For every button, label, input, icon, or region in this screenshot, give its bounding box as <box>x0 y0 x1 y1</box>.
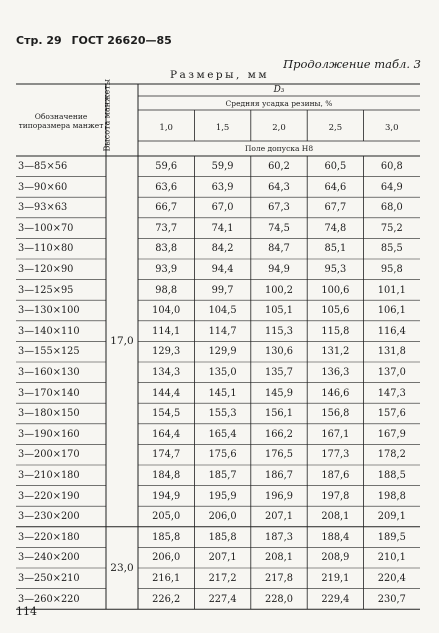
table-cell: 84,2 <box>211 243 234 255</box>
shrink-value: 2,5 <box>328 123 343 133</box>
table-cell: 166,2 <box>264 428 294 440</box>
table-cell: 130,6 <box>264 346 294 358</box>
table-cell: 196,9 <box>264 490 294 502</box>
table-cell: 73,7 <box>155 222 178 234</box>
table-cell: 144,4 <box>152 387 181 399</box>
table-cell: 230,7 <box>377 593 406 605</box>
table-cell: 74,5 <box>268 222 290 234</box>
table-cell: 187,3 <box>264 531 294 543</box>
table-cell: 194,9 <box>152 490 181 502</box>
table-cell: 60,5 <box>324 161 347 172</box>
tolerance-header: Поле допуска H8 <box>244 144 314 153</box>
table-cell: 63,6 <box>155 181 178 193</box>
table-cell: 184,8 <box>152 470 181 481</box>
page-ref: Стр. 29 <box>16 34 62 47</box>
table-cell: 83,8 <box>155 243 178 255</box>
table-cell: 75,2 <box>380 222 403 234</box>
table-cell: 217,2 <box>208 573 237 584</box>
table-cell: 208,1 <box>321 511 350 523</box>
table-cell: 115,3 <box>264 325 294 337</box>
height-value: 23,0 <box>110 562 134 574</box>
table-cell: 219,1 <box>321 573 350 584</box>
table-cell: 67,7 <box>324 202 347 214</box>
row-designation: 3—160×130 <box>18 367 80 378</box>
table-title: Размеры, мм <box>169 69 270 81</box>
table-cell: 136,3 <box>321 367 350 378</box>
table-cell: 74,8 <box>324 222 347 234</box>
row-designation: 3—240×200 <box>18 552 80 564</box>
table-cell: 208,1 <box>264 552 294 564</box>
row-designation: 3—90×60 <box>18 181 68 193</box>
row-designation: 3—210×180 <box>18 470 80 481</box>
table-cell: 60,2 <box>268 161 290 172</box>
table-cell: 175,6 <box>208 449 237 461</box>
designation-header: Обозначение типоразмера манжет <box>18 112 104 130</box>
table-cell: 84,7 <box>268 243 290 255</box>
table-cell: 156,8 <box>321 408 350 420</box>
row-designation: 3—120×90 <box>18 264 74 275</box>
table-cell: 207,1 <box>264 511 294 523</box>
table-cell: 104,5 <box>208 305 237 317</box>
table-cell: 105,1 <box>264 305 294 317</box>
table-cell: 114,1 <box>152 325 181 337</box>
row-designation: 3—220×190 <box>18 490 80 502</box>
d3-header: D₃ <box>273 85 285 95</box>
table-cell: 226,2 <box>152 593 181 605</box>
height-header: Высота манжеты <box>102 79 112 152</box>
table-cell: 104,0 <box>152 305 181 317</box>
table-cell: 156,1 <box>264 408 294 420</box>
table-cell: 187,6 <box>321 470 350 481</box>
table-cell: 94,4 <box>211 264 234 275</box>
table-cell: 131,8 <box>377 346 406 358</box>
shrink-value: 3,0 <box>385 123 399 133</box>
table-cell: 85,5 <box>380 243 403 255</box>
shrink-value: 1,0 <box>159 123 173 133</box>
table-cell: 59,9 <box>211 161 234 172</box>
table-cell: 129,9 <box>208 346 237 358</box>
table-cell: 185,8 <box>208 531 237 543</box>
table-cell: 206,0 <box>152 552 181 564</box>
table-cell: 64,9 <box>380 181 403 193</box>
table-cell: 67,0 <box>211 202 234 214</box>
row-designation: 3—93×63 <box>18 202 68 214</box>
continuation-note: Продолжение табл. 3 <box>283 57 421 71</box>
row-designation: 3—125×95 <box>18 284 74 296</box>
table-cell: 206,0 <box>208 511 237 523</box>
row-designation: 3—200×170 <box>18 449 80 461</box>
table-cell: 105,6 <box>321 305 350 317</box>
table-cell: 134,3 <box>152 367 181 378</box>
shrink-value: 1,5 <box>215 123 230 133</box>
table-cell: 99,7 <box>211 284 234 296</box>
shrink-header: Средняя усадка резины, % <box>225 99 333 108</box>
table-cell: 114,7 <box>208 325 237 337</box>
table-cell: 185,8 <box>152 531 181 543</box>
table-cell: 116,4 <box>377 325 406 337</box>
table-cell: 209,1 <box>377 511 406 523</box>
table-cell: 64,6 <box>324 181 347 193</box>
table-cell: 131,2 <box>321 346 350 358</box>
table-cell: 115,8 <box>321 325 350 337</box>
row-designation: 3—190×160 <box>18 428 80 440</box>
table-cell: 155,3 <box>208 408 237 420</box>
table-cell: 63,9 <box>211 181 234 193</box>
table-cell: 85,1 <box>324 243 347 255</box>
table-cell: 135,7 <box>264 367 294 378</box>
table-cell: 106,1 <box>377 305 406 317</box>
table-cell: 186,7 <box>264 470 294 481</box>
table-cell: 220,4 <box>377 573 406 584</box>
row-designation: 3—100×70 <box>18 222 74 234</box>
table-cell: 229,4 <box>321 593 350 605</box>
table-cell: 66,7 <box>155 202 178 214</box>
shrink-value: 2,0 <box>272 123 286 133</box>
table-cell: 208,9 <box>321 552 350 564</box>
table-cell: 185,7 <box>208 470 237 481</box>
page-number: 114 <box>16 605 37 618</box>
table-cell: 64,3 <box>268 181 290 193</box>
row-designation: 3—230×200 <box>18 511 80 523</box>
table-cell: 205,0 <box>152 511 181 523</box>
table-cell: 154,5 <box>152 408 181 420</box>
table-cell: 157,6 <box>377 408 406 420</box>
table-cell: 177,3 <box>321 449 350 461</box>
row-designation: 3—260×220 <box>18 593 80 605</box>
table-cell: 135,0 <box>208 367 237 378</box>
height-value: 17,0 <box>110 335 134 348</box>
table-cell: 164,4 <box>152 428 181 440</box>
table-cell: 228,0 <box>264 593 294 605</box>
table-cell: 178,2 <box>377 449 406 461</box>
table-cell: 68,0 <box>380 202 403 214</box>
table-cell: 165,4 <box>208 428 237 440</box>
table-cell: 95,3 <box>324 264 347 275</box>
table-cell: 167,1 <box>321 428 350 440</box>
table-cell: 217,8 <box>264 573 294 584</box>
table-cell: 176,5 <box>264 449 294 461</box>
table-cell: 195,9 <box>208 490 237 502</box>
table-cell: 137,0 <box>377 367 406 378</box>
table-cell: 197,8 <box>321 490 350 502</box>
table-cell: 227,4 <box>208 593 237 605</box>
table-cell: 95,8 <box>380 264 403 275</box>
table-cell: 207,1 <box>208 552 237 564</box>
row-designation: 3—170×140 <box>18 387 80 399</box>
row-designation: 3—140×110 <box>18 325 80 337</box>
gost-ref: ГОСТ 26620—85 <box>71 34 172 47</box>
table-cell: 188,4 <box>321 531 350 543</box>
table-cell: 98,8 <box>155 284 178 296</box>
row-designation: 3—85×56 <box>18 161 68 172</box>
table-cell: 59,6 <box>155 161 178 172</box>
table-cell: 174,7 <box>152 449 181 461</box>
row-designation: 3—180×150 <box>18 408 80 420</box>
table-cell: 100,2 <box>264 284 294 296</box>
row-designation: 3—250×210 <box>18 573 80 584</box>
table-cell: 74,1 <box>211 222 234 234</box>
table-cell: 198,8 <box>377 490 406 502</box>
table-cell: 216,1 <box>152 573 181 584</box>
table-cell: 210,1 <box>377 552 406 564</box>
table-cell: 189,5 <box>377 531 406 543</box>
table-cell: 93,9 <box>155 264 178 275</box>
table-cell: 145,1 <box>208 387 237 399</box>
table-cell: 94,9 <box>268 264 290 275</box>
table-cell: 167,9 <box>377 428 406 440</box>
table-cell: 100,6 <box>321 284 350 296</box>
table-cell: 188,5 <box>377 470 406 481</box>
table-cell: 67,3 <box>268 202 290 214</box>
table-cell: 147,3 <box>377 387 406 399</box>
table-cell: 101,1 <box>377 284 406 296</box>
table-cell: 145,9 <box>264 387 294 399</box>
row-designation: 3—110×80 <box>18 243 74 255</box>
row-designation: 3—130×100 <box>18 305 80 317</box>
table-cell: 60,8 <box>380 161 403 172</box>
table-cell: 146,6 <box>321 387 350 399</box>
table-cell: 129,3 <box>152 346 181 358</box>
row-designation: 3—220×180 <box>18 531 80 543</box>
row-designation: 3—155×125 <box>18 346 80 358</box>
